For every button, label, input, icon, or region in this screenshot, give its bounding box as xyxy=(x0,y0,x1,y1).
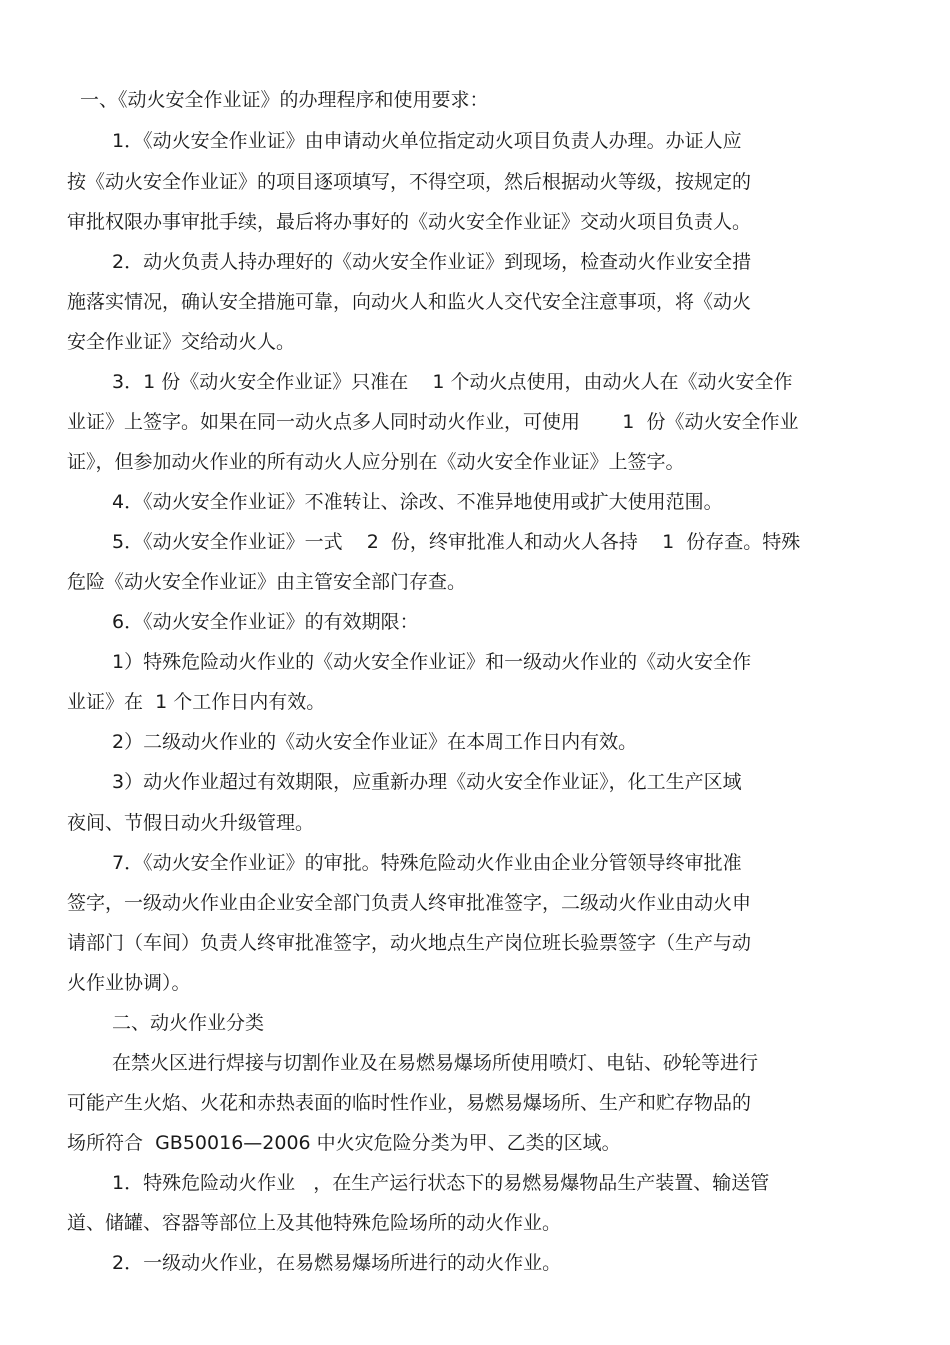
section-heading-2: 二、动火作业分类 xyxy=(112,1012,265,1034)
paragraph-line: 审批权限办事审批手续，最后将办事好的《动火安全作业证》交动火项目负责人。 xyxy=(67,211,752,233)
paragraph-line: 夜间、节假日动火升级管理。 xyxy=(67,812,315,834)
paragraph-line: 2．动火负责人持办理好的《动火安全作业证》到现场，检查动火作业安全措 xyxy=(112,251,752,273)
paragraph-line: 可能产生火焰、火花和赤热表面的临时性作业，易燃易爆场所、生产和贮存物品的 xyxy=(67,1092,752,1114)
paragraph-line: 6．《动火安全作业证》的有效期限： xyxy=(112,611,419,633)
paragraph-line: 2）二级动火作业的《动火安全作业证》在本周工作日内有效。 xyxy=(112,731,638,753)
paragraph-line: 业证》上签字。如果在同一动火点多人同时动火作业，可使用 1 份《动火安全作业 xyxy=(67,411,799,433)
paragraph-line: 火作业协调）。 xyxy=(67,972,191,994)
paragraph-line: 3．1 份《动火安全作业证》只准在 1 个动火点使用，由动火人在《动火安全作 xyxy=(112,371,793,393)
paragraph-line: 道、储罐、容器等部位上及其他特殊危险场所的动火作业。 xyxy=(67,1212,562,1234)
paragraph-line: 1．《动火安全作业证》由申请动火单位指定动火项目负责人办理。办证人应 xyxy=(112,130,742,152)
paragraph-line: 2．一级动火作业，在易燃易爆场所进行的动火作业。 xyxy=(112,1252,562,1274)
paragraph-line: 7．《动火安全作业证》的审批。特殊危险动火作业由企业分管领导终审批准 xyxy=(112,852,742,874)
paragraph-line: 施落实情况，确认安全措施可靠，向动火人和监火人交代安全注意事项，将《动火 xyxy=(67,291,752,313)
paragraph-line: 场所符合 GB50016—2006 中火灾危险分类为甲、乙类的区域。 xyxy=(67,1132,621,1154)
paragraph-line: 在禁火区进行焊接与切割作业及在易燃易爆场所使用喷灯、电钻、砂轮等进行 xyxy=(112,1052,759,1074)
paragraph-line: 1．特殊危险动火作业 ，在生产运行状态下的易燃易爆物品生产装置、输送管 xyxy=(112,1172,770,1194)
paragraph-line: 签字，一级动火作业由企业安全部门负责人终审批准签字，二级动火作业由动火申 xyxy=(67,892,752,914)
paragraph-line: 按《动火安全作业证》的项目逐项填写，不得空项，然后根据动火等级，按规定的 xyxy=(67,171,752,193)
paragraph-line: 证》，但参加动火作业的所有动火人应分别在《动火安全作业证》上签字。 xyxy=(67,451,685,473)
paragraph-line: 请部门（车间）负责人终审批准签字，动火地点生产岗位班长验票签字（生产与动 xyxy=(67,932,752,954)
paragraph-line: 1）特殊危险动火作业的《动火安全作业证》和一级动火作业的《动火安全作 xyxy=(112,651,752,673)
paragraph-line: 危险《动火安全作业证》由主管安全部门存查。 xyxy=(67,571,467,593)
section-heading-1: 一、《动火安全作业证》的办理程序和使用要求： xyxy=(80,89,489,111)
paragraph-line: 5．《动火安全作业证》一式 2 份，终审批准人和动火人各持 1 份存查。特殊 xyxy=(112,531,801,553)
paragraph-line: 业证》在 1 个工作日内有效。 xyxy=(67,691,326,713)
paragraph-line: 3）动火作业超过有效期限，应重新办理《动火安全作业证》，化工生产区域 xyxy=(112,771,742,793)
paragraph-line: 4．《动火安全作业证》不准转让、涂改、不准异地使用或扩大使用范围。 xyxy=(112,491,723,513)
paragraph-line: 安全作业证》交给动火人。 xyxy=(67,331,296,353)
